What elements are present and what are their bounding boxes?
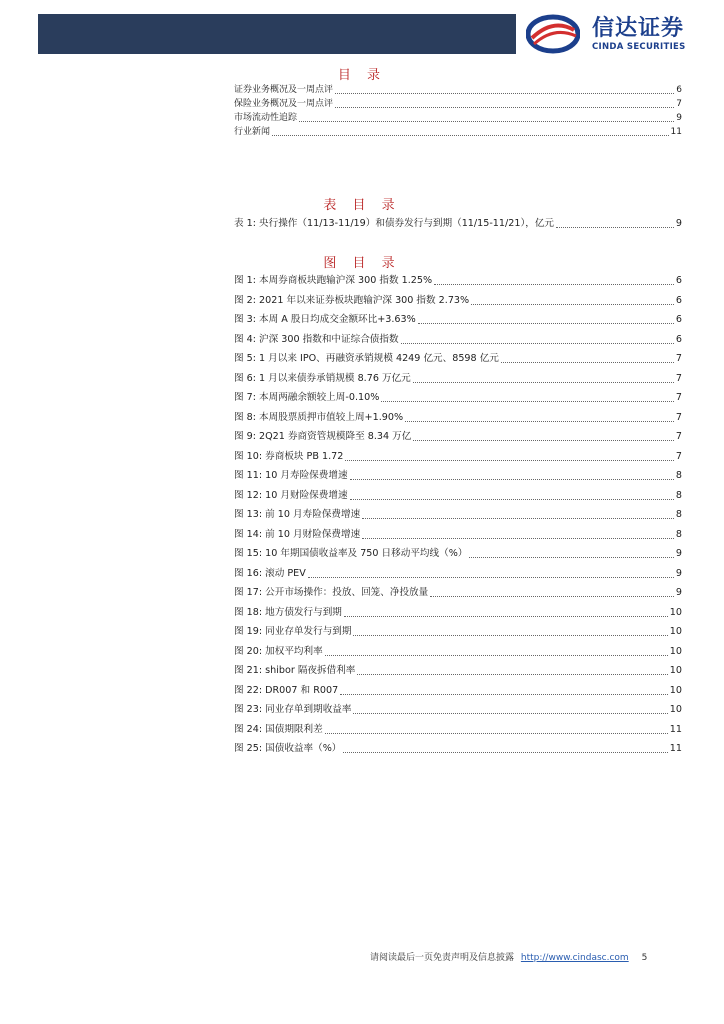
toc-entry-page: 7 [675,353,682,364]
toc-leader-dots [362,517,674,519]
toc-entry[interactable] [234,683,682,697]
toc-leader-dots [405,420,674,422]
toc-leader-dots [556,226,674,228]
toc-entry[interactable] [234,312,682,326]
page-footer [370,950,647,963]
toc-entry-page: 9 [675,218,682,229]
toc-leader-dots [471,303,674,305]
figures-title: 图 目 录 [323,256,401,271]
toc-entry-text: 图 18: 地方债发行与到期 [234,606,342,618]
toc-entry-page: 7 [675,411,682,423]
toc-entry-text: 图 22: DR007 和 R007 [234,684,339,696]
toc-leader-dots [335,106,674,108]
toc-entry-text: 图 13: 前 10 月寿险保费增速 [234,509,361,520]
toc-entry-text: 图 21: shibor 隔夜拆借利率 [234,665,356,676]
toc-entry-text: 图 16: 滚动 PEV [234,567,306,579]
toc-entry-text: 图 7: 本周两融余额较上周-0.10% [234,392,380,403]
toc-entry-text: 图 11: 10 月寿险保费增速 [234,470,348,481]
toc-leader-dots [413,439,674,441]
toc-leader-dots [430,595,674,597]
toc-entry[interactable] [234,585,682,599]
toc-entry-text: 行业新闻 [234,127,271,137]
toc-entry-page: 6 [675,314,682,325]
toc-leader-dots [335,92,674,94]
toc-entry[interactable] [234,566,682,580]
toc-entry-page: 6 [676,85,682,95]
toc-leader-dots [418,322,674,324]
header-band [38,14,516,54]
toc-entry-text: 市场流动性追踪 [234,113,298,123]
toc-leader-dots [345,459,674,461]
logo-chinese-name: 信达证券 [592,16,685,41]
toc-entry-page: 10 [669,606,682,618]
toc-entry-page: 9 [675,548,682,559]
toc-entry[interactable] [234,546,682,560]
toc-leader-dots [469,556,673,558]
toc-entry-page: 7 [675,450,682,462]
toc-entry-text: 图 17: 公开市场操作：投放、回笼、净投放量 [234,587,429,598]
toc-entry[interactable] [234,663,682,677]
toc-leader-dots [350,498,674,500]
toc-entry[interactable] [234,216,682,230]
contents-title: 目 录 [337,68,387,83]
toc-leader-dots [343,751,667,753]
toc-entry-text: 图 9: 2Q21 券商资管规模降至 8.34 万亿 [234,431,412,442]
toc-entry-text: 图 24: 国债期限利差 [234,723,323,735]
toc-entry-text: 保险业务概况及一周点评 [234,99,334,109]
toc-leader-dots [353,712,667,714]
toc-entry-text: 图 8: 本周股票质押市值较上周+1.90% [234,411,404,423]
toc-entry-page: 7 [675,392,682,403]
toc-entry[interactable] [234,488,682,502]
cinda-logo-mark-icon [526,14,580,54]
toc-entry-text: 图 12: 10 月财险保费增速 [234,489,348,501]
toc-entry-text: 图 23: 同业存单到期收益率 [234,704,352,715]
toc-leader-dots [340,693,668,695]
toc-leader-dots [325,654,668,656]
toc-entry-text: 图 14: 前 10 月财险保费增速 [234,528,361,540]
toc-entry-text: 图 2: 2021 年以来证券板块跑输沪深 300 指数 2.73% [234,294,470,306]
toc-entry-page: 10 [669,704,682,715]
website-link[interactable]: http://www.cindasc.com [520,953,629,963]
toc-entry-text: 表 1: 央行操作（11/13-11/19）和债券发行与到期（11/15-11/21），亿元 [234,218,555,229]
toc-entry[interactable] [234,507,682,521]
toc-entry[interactable] [234,644,682,658]
toc-entry[interactable] [234,410,682,424]
toc-entry-text: 证券业务概况及一周点评 [234,85,334,95]
toc-entry[interactable] [234,124,682,138]
toc-entry-page: 10 [669,645,682,657]
toc-leader-dots [350,478,674,480]
toc-entry-page: 10 [669,665,682,676]
toc-entry[interactable] [234,468,682,482]
toc-entry-page: 11 [670,127,682,137]
toc-entry[interactable] [234,273,682,287]
toc-leader-dots [381,400,674,402]
toc-entry[interactable] [234,110,682,124]
toc-entry-text: 图 1: 本周券商板块跑输沪深 300 指数 1.25% [234,275,433,286]
toc-entry-page: 10 [669,684,682,696]
toc-entry[interactable] [234,605,682,619]
toc-entry[interactable] [234,449,682,463]
toc-entry-page: 11 [669,743,682,754]
toc-entry-text: 图 6: 1 月以来债券承销规模 8.76 万亿元 [234,372,411,384]
toc-entry[interactable] [234,82,682,96]
toc-entry-page: 8 [675,528,682,540]
cinda-logo [526,12,696,56]
toc-leader-dots [362,537,674,539]
toc-entry-page: 7 [675,372,682,384]
footer-disclaimer: 请阅读最后一页免责声明及信息披露 [370,953,515,963]
toc-leader-dots [325,732,668,734]
toc-entry[interactable] [234,741,682,755]
toc-entry-page: 6 [675,294,682,306]
toc-entry-page: 8 [675,470,682,481]
toc-entry-text: 图 19: 同业存单发行与到期 [234,626,352,637]
toc-entry-page: 11 [669,723,682,735]
toc-leader-dots [308,576,674,578]
toc-leader-dots [272,134,669,136]
toc-entry-page: 9 [675,587,682,598]
page-number: 5 [641,953,648,963]
toc-entry[interactable] [234,527,682,541]
toc-entry-page: 6 [675,333,682,345]
toc-entry[interactable] [234,351,682,365]
toc-entry-page: 10 [669,626,682,637]
toc-leader-dots [501,361,674,363]
toc-entry[interactable] [234,390,682,404]
toc-entry[interactable] [234,96,682,110]
toc-entry-text: 图 20: 加权平均利率 [234,645,323,657]
toc-entry[interactable] [234,429,682,443]
tables-title: 表 目 录 [323,198,401,213]
toc-leader-dots [344,615,668,617]
toc-entry-page: 9 [676,113,682,123]
toc-entry-text: 图 3: 本周 A 股日均成交金额环比+3.63% [234,314,416,325]
toc-entry-page: 6 [675,275,682,286]
toc-leader-dots [413,381,674,383]
toc-entry[interactable] [234,293,682,307]
toc-entry[interactable] [234,332,682,346]
toc-entry[interactable] [234,702,682,716]
toc-leader-dots [357,673,667,675]
toc-leader-dots [434,283,674,285]
toc-entry-page: 7 [676,99,682,109]
toc-entry-text: 图 4: 沪深 300 指数和中证综合债指数 [234,333,399,345]
toc-leader-dots [299,120,674,122]
toc-entry-text: 图 15: 10 年期国债收益率及 750 日移动平均线（%） [234,548,468,559]
toc-entry-page: 7 [675,431,682,442]
toc-entry-text: 图 5: 1 月以来 IPO、再融资承销规模 4249 亿元、8598 亿元 [234,353,499,364]
toc-entry-page: 8 [675,509,682,520]
toc-entry[interactable] [234,371,682,385]
toc-entry[interactable] [234,624,682,638]
toc-entry-text: 图 25: 国债收益率（%） [234,743,342,754]
toc-entry[interactable] [234,722,682,736]
toc-entry-page: 8 [675,489,682,501]
logo-english-name: CINDA SECURITIES [592,42,686,52]
toc-leader-dots [353,634,667,636]
toc-entry-text: 图 10: 券商板块 PB 1.72 [234,450,344,462]
toc-entry-page: 9 [675,567,682,579]
toc-leader-dots [401,342,674,344]
